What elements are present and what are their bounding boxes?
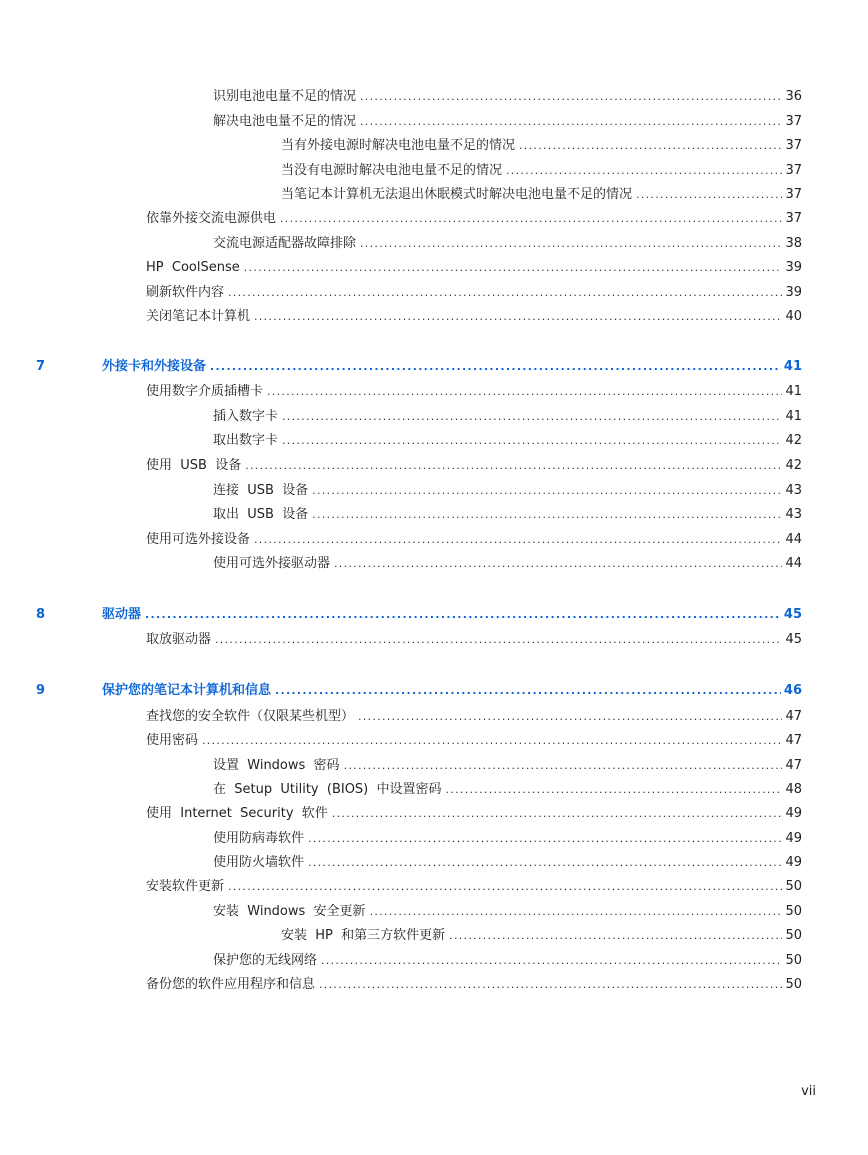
dot-leader (228, 283, 782, 303)
dot-leader (319, 975, 782, 995)
dot-leader (358, 707, 782, 727)
toc-entry[interactable] (146, 307, 802, 327)
toc-entry-page: 36 (785, 89, 802, 104)
toc-entry-page: 47 (785, 709, 802, 724)
toc-entry-label: 使用防病毒软件 (213, 831, 305, 846)
dot-leader (332, 804, 783, 824)
toc-entry-label: 安装 Windows 安全更新 (213, 904, 366, 919)
toc-entry[interactable] (146, 209, 802, 229)
toc-entry-page: 50 (785, 879, 802, 894)
toc-entry-label: 取出数字卡 (213, 433, 279, 448)
dot-leader (228, 877, 782, 897)
toc-entry-label: 关闭笔记本计算机 (146, 309, 251, 324)
toc-entry[interactable] (213, 554, 802, 574)
dot-leader (215, 630, 782, 650)
toc-entry-label: 使用可选外接驱动器 (213, 556, 331, 571)
toc-entry[interactable] (146, 258, 802, 278)
toc-entry-page: 50 (785, 977, 802, 992)
toc-entry[interactable] (213, 431, 802, 451)
dot-leader (360, 112, 782, 132)
dot-leader (506, 161, 782, 181)
chapter-number: 8 (36, 607, 46, 622)
toc-entry[interactable] (213, 756, 802, 776)
toc-entry-page: 46 (783, 683, 802, 698)
toc-chapter-entry[interactable] (36, 681, 802, 701)
toc-entry[interactable] (146, 707, 802, 727)
toc-entry-page: 42 (785, 433, 802, 448)
dot-leader (370, 902, 783, 922)
toc-entry-page: 37 (785, 211, 802, 226)
toc-entry-label: 保护您的无线网络 (213, 953, 318, 968)
dot-leader (312, 505, 782, 525)
toc-entry[interactable] (213, 780, 802, 800)
toc-entry-page: 49 (785, 806, 802, 821)
toc-entry[interactable] (146, 382, 802, 402)
toc-entry-label: 设置 Windows 密码 (213, 758, 340, 773)
toc-entry-label: 连接 USB 设备 (213, 483, 309, 498)
toc-entry-label: 备份您的软件应用程序和信息 (146, 977, 316, 992)
toc-chapter-entry[interactable] (36, 357, 802, 377)
dot-leader (321, 951, 782, 971)
toc-entry-page: 39 (785, 260, 802, 275)
toc-entry-page: 38 (785, 236, 802, 251)
toc-entry[interactable] (213, 505, 802, 525)
toc-entry[interactable] (281, 926, 802, 946)
toc-entry-label: 外接卡和外接设备 (102, 359, 207, 374)
toc-entry-page: 37 (785, 187, 802, 202)
dot-leader (636, 185, 782, 205)
toc-entry-label: 取放驱动器 (146, 632, 212, 647)
dot-leader (202, 731, 782, 751)
toc-entry-label: 保护您的笔记本计算机和信息 (102, 683, 272, 698)
toc-entry[interactable] (146, 975, 802, 995)
toc-entry-page: 37 (785, 163, 802, 178)
dot-leader (244, 258, 783, 278)
toc-entry-label: 取出 USB 设备 (213, 507, 309, 522)
toc-entry[interactable] (213, 87, 802, 107)
dot-leader (282, 407, 782, 427)
toc-entry-label: 在 Setup Utility (BIOS) 中设置密码 (213, 782, 442, 797)
toc-entry[interactable] (146, 530, 802, 550)
toc-entry-page: 47 (785, 758, 802, 773)
toc-entry[interactable] (213, 112, 802, 132)
dot-leader (282, 431, 782, 451)
toc-entry[interactable] (146, 630, 802, 650)
dot-leader (308, 829, 782, 849)
toc-entry-label: 当笔记本计算机无法退出休眠模式时解决电池电量不足的情况 (281, 187, 633, 202)
toc-entry[interactable] (281, 161, 802, 181)
chapter-number: 7 (36, 359, 46, 374)
dot-leader (245, 456, 782, 476)
toc-entry-page: 41 (785, 409, 802, 424)
toc-entry-page: 49 (785, 831, 802, 846)
toc-entry-label: 查找您的安全软件（仅限某些机型） (146, 709, 355, 724)
toc-entry-label: 当有外接电源时解决电池电量不足的情况 (281, 138, 516, 153)
toc-entry-label: 使用防火墙软件 (213, 855, 305, 870)
toc-entry-label: 使用 USB 设备 (146, 458, 242, 473)
dot-leader (446, 780, 783, 800)
dot-leader (267, 382, 782, 402)
toc-entry-page: 49 (785, 855, 802, 870)
toc-entry-label: 驱动器 (102, 607, 142, 622)
toc-entry[interactable] (213, 234, 802, 254)
toc-entry-page: 48 (785, 782, 802, 797)
toc-entry[interactable] (213, 407, 802, 427)
toc-entry-page: 41 (783, 359, 802, 374)
toc-entry-page: 45 (783, 607, 802, 622)
toc-entry[interactable] (146, 877, 802, 897)
toc-entry-page: 42 (785, 458, 802, 473)
toc-entry-page: 45 (785, 632, 802, 647)
dot-leader (254, 530, 782, 550)
dot-leader (275, 681, 781, 701)
toc-entry-page: 37 (785, 138, 802, 153)
toc-entry-label: 识别电池电量不足的情况 (213, 89, 357, 104)
toc-entry-page: 50 (785, 953, 802, 968)
dot-leader (145, 605, 781, 625)
toc-entry[interactable] (146, 731, 802, 751)
toc-entry-label: 使用数字介质插槽卡 (146, 384, 264, 399)
toc-entry-label: 当没有电源时解决电池电量不足的情况 (281, 163, 503, 178)
dot-leader (519, 136, 782, 156)
dot-leader (210, 357, 781, 377)
dot-leader (360, 234, 782, 254)
toc-chapter-entry[interactable] (36, 605, 802, 625)
toc-entry-label: HP CoolSense (146, 260, 240, 275)
toc-entry-label: 使用密码 (146, 733, 199, 748)
toc-entry-label: 安装 HP 和第三方软件更新 (281, 928, 446, 943)
dot-leader (280, 209, 782, 229)
toc-entry-page: 39 (785, 285, 802, 300)
toc-entry[interactable] (213, 902, 802, 922)
toc-entry[interactable] (146, 804, 802, 824)
toc-entry-page: 41 (785, 384, 802, 399)
toc-entry-page: 43 (785, 507, 802, 522)
page-number: vii (801, 1084, 816, 1099)
toc-entry-label: 使用可选外接设备 (146, 532, 251, 547)
toc-entry[interactable] (213, 481, 802, 501)
toc-entry[interactable] (213, 853, 802, 873)
dot-leader (360, 87, 782, 107)
dot-leader (308, 853, 782, 873)
toc-entry-label: 安装软件更新 (146, 879, 225, 894)
toc-entry[interactable] (281, 185, 802, 205)
toc-entry-label: 插入数字卡 (213, 409, 279, 424)
toc-entry-label: 交流电源适配器故障排除 (213, 236, 357, 251)
dot-leader (449, 926, 782, 946)
toc-entry-page: 37 (785, 114, 802, 129)
chapter-number: 9 (36, 683, 46, 698)
toc-entry[interactable] (213, 829, 802, 849)
toc-entry[interactable] (146, 283, 802, 303)
toc-entry-page: 40 (785, 309, 802, 324)
toc-entry-page: 43 (785, 483, 802, 498)
toc-entry[interactable] (146, 456, 802, 476)
toc-entry-page: 50 (785, 904, 802, 919)
toc-entry-label: 刷新软件内容 (146, 285, 225, 300)
toc-entry-label: 使用 Internet Security 软件 (146, 806, 328, 821)
toc-entry[interactable] (281, 136, 802, 156)
toc-entry-page: 44 (785, 556, 802, 571)
toc-entry-page: 44 (785, 532, 802, 547)
toc-entry-page: 50 (785, 928, 802, 943)
dot-leader (334, 554, 782, 574)
dot-leader (254, 307, 782, 327)
toc-entry-page: 47 (785, 733, 802, 748)
dot-leader (344, 756, 783, 776)
toc-entry-label: 解决电池电量不足的情况 (213, 114, 357, 129)
dot-leader (312, 481, 782, 501)
toc-entry-label: 依靠外接交流电源供电 (146, 211, 277, 226)
toc-entry[interactable] (213, 951, 802, 971)
